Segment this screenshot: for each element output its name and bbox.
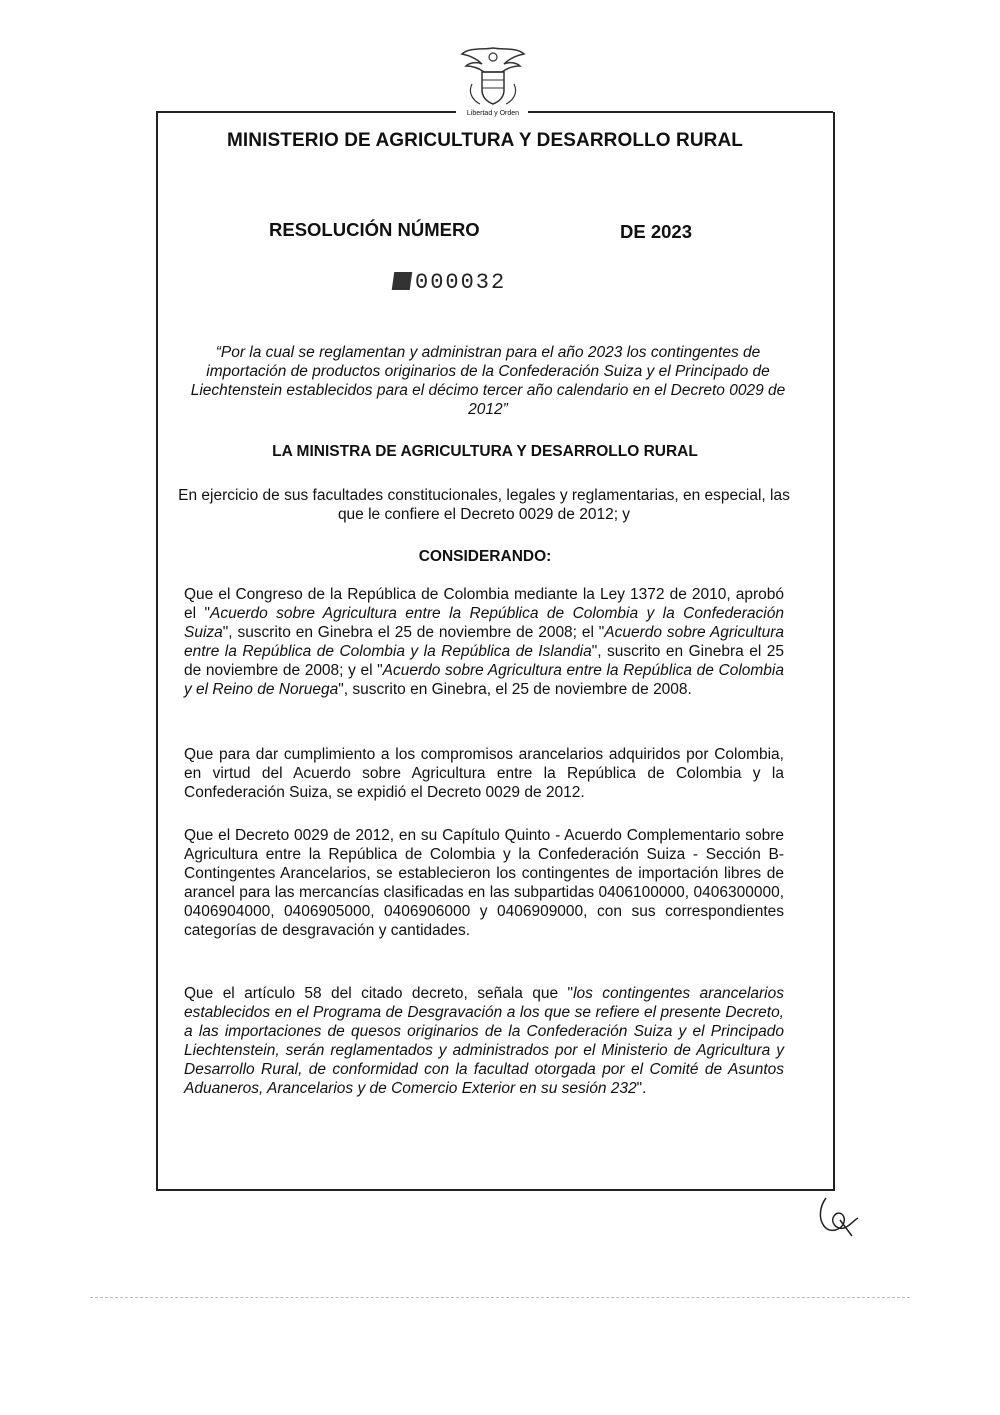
p1-text-1: Que el Congreso de la República de Colombia mediante la Ley 1372 de 2010, aprobó el " (184, 586, 784, 622)
considering-heading: CONSIDERANDO: (418, 548, 552, 565)
resolution-number: 000032 (415, 270, 507, 295)
p4-italic-1: los contingentes arancelarios establecidos en el Programa de Desgravación a los que se refiere el presente Decreto, a las importaciones de quesos originarios de la Confederación Suiza y el Principado Liechtenstein, serán reglamentados y administrados por el Ministerio de Agricultura y Desarrollo Rural, de conformidad con la facultad otorgada por el Comité de Asuntos Aduaneros, Arancelarios y de Comercio Exterior en su sesión 232 (184, 985, 784, 1097)
epigraph: “Por la cual se reglamentan y administran para el año 2023 los contingentes de importación de productos originarios de la Confederación Suiza y el Principado de Liechtenstein establecidos para el décimo tercer año calendario en el Decreto 0029 de 2012” (190, 344, 786, 418)
p4-text-2: ". (636, 1080, 647, 1097)
coat-of-arms-icon (458, 44, 528, 110)
powers-statement: En ejercicio de sus facultades constitucionales, legales y reglamentarias, en especial, las que le confiere el Decreto 0029 de 2012; y (178, 487, 790, 523)
ministry-title: MINISTERIO DE AGRICULTURA Y DESARROLLO RURAL (227, 130, 743, 151)
frame-top-border-right (528, 111, 833, 113)
considering-paragraph-2: Que para dar cumplimiento a los compromisos arancelarios adquiridos por Colombia, en virtud del Acuerdo sobre Agricultura entre la República de Colombia y la Confederación Suiza, se expidió el Decreto 0029 de 2012. (184, 746, 784, 801)
considering-paragraph-3: Que el Decreto 0029 de 2012, en su Capítulo Quinto - Acuerdo Complementario sobre Agricultura entre la República de Colombia y la Confederación Suiza - Sección B-Contingentes Arancelarios, se establecieron los contingentes de importación libres de arancel para las mercancías clasificadas en las subpartidas 0406100000, 0406300000, 0406904000, 0406905000, 0406906000 y 0406909000, con sus correspondientes categorías de desgravación y cantidades. (184, 827, 784, 939)
resolution-year: DE 2023 (620, 221, 692, 242)
scan-artifact-line (90, 1297, 910, 1298)
p1-italic-2: Acuerdo sobre Agricultura entre la República de Colombia y la República de Islandia (184, 624, 784, 660)
seal-motto: Libertad y Orden (466, 110, 520, 117)
resolution-number-stamp (393, 270, 506, 295)
considering-paragraph-1 (184, 585, 784, 699)
p4-text-1: Que el artículo 58 del citado decreto, señala que " (184, 985, 574, 1002)
p1-italic-1: Acuerdo sobre Agricultura entre la República de Colombia y la Confederación Suiza (184, 605, 784, 641)
minister-title: LA MINISTRA DE AGRICULTURA Y DESARROLLO RURAL (272, 443, 698, 460)
resolution-label: RESOLUCIÓN NÚMERO (269, 219, 480, 240)
p1-text-2: ", suscrito en Ginebra el 25 de noviembre de 2008; el " (222, 624, 605, 641)
initials-signature (812, 1196, 862, 1240)
p1-italic-3: Acuerdo sobre Agricultura entre la República de Colombia y el Reino de Noruega (184, 662, 784, 698)
considering-paragraph-4 (184, 984, 784, 1098)
p1-text-3: ", suscrito en Ginebra el 25 de noviembre de 2008; y el " (184, 643, 784, 679)
p1-text-4: ", suscrito en Ginebra, el 25 de noviembre de 2008. (338, 681, 692, 698)
stamp-mark-icon (392, 272, 413, 290)
frame-top-border-left (156, 111, 456, 113)
